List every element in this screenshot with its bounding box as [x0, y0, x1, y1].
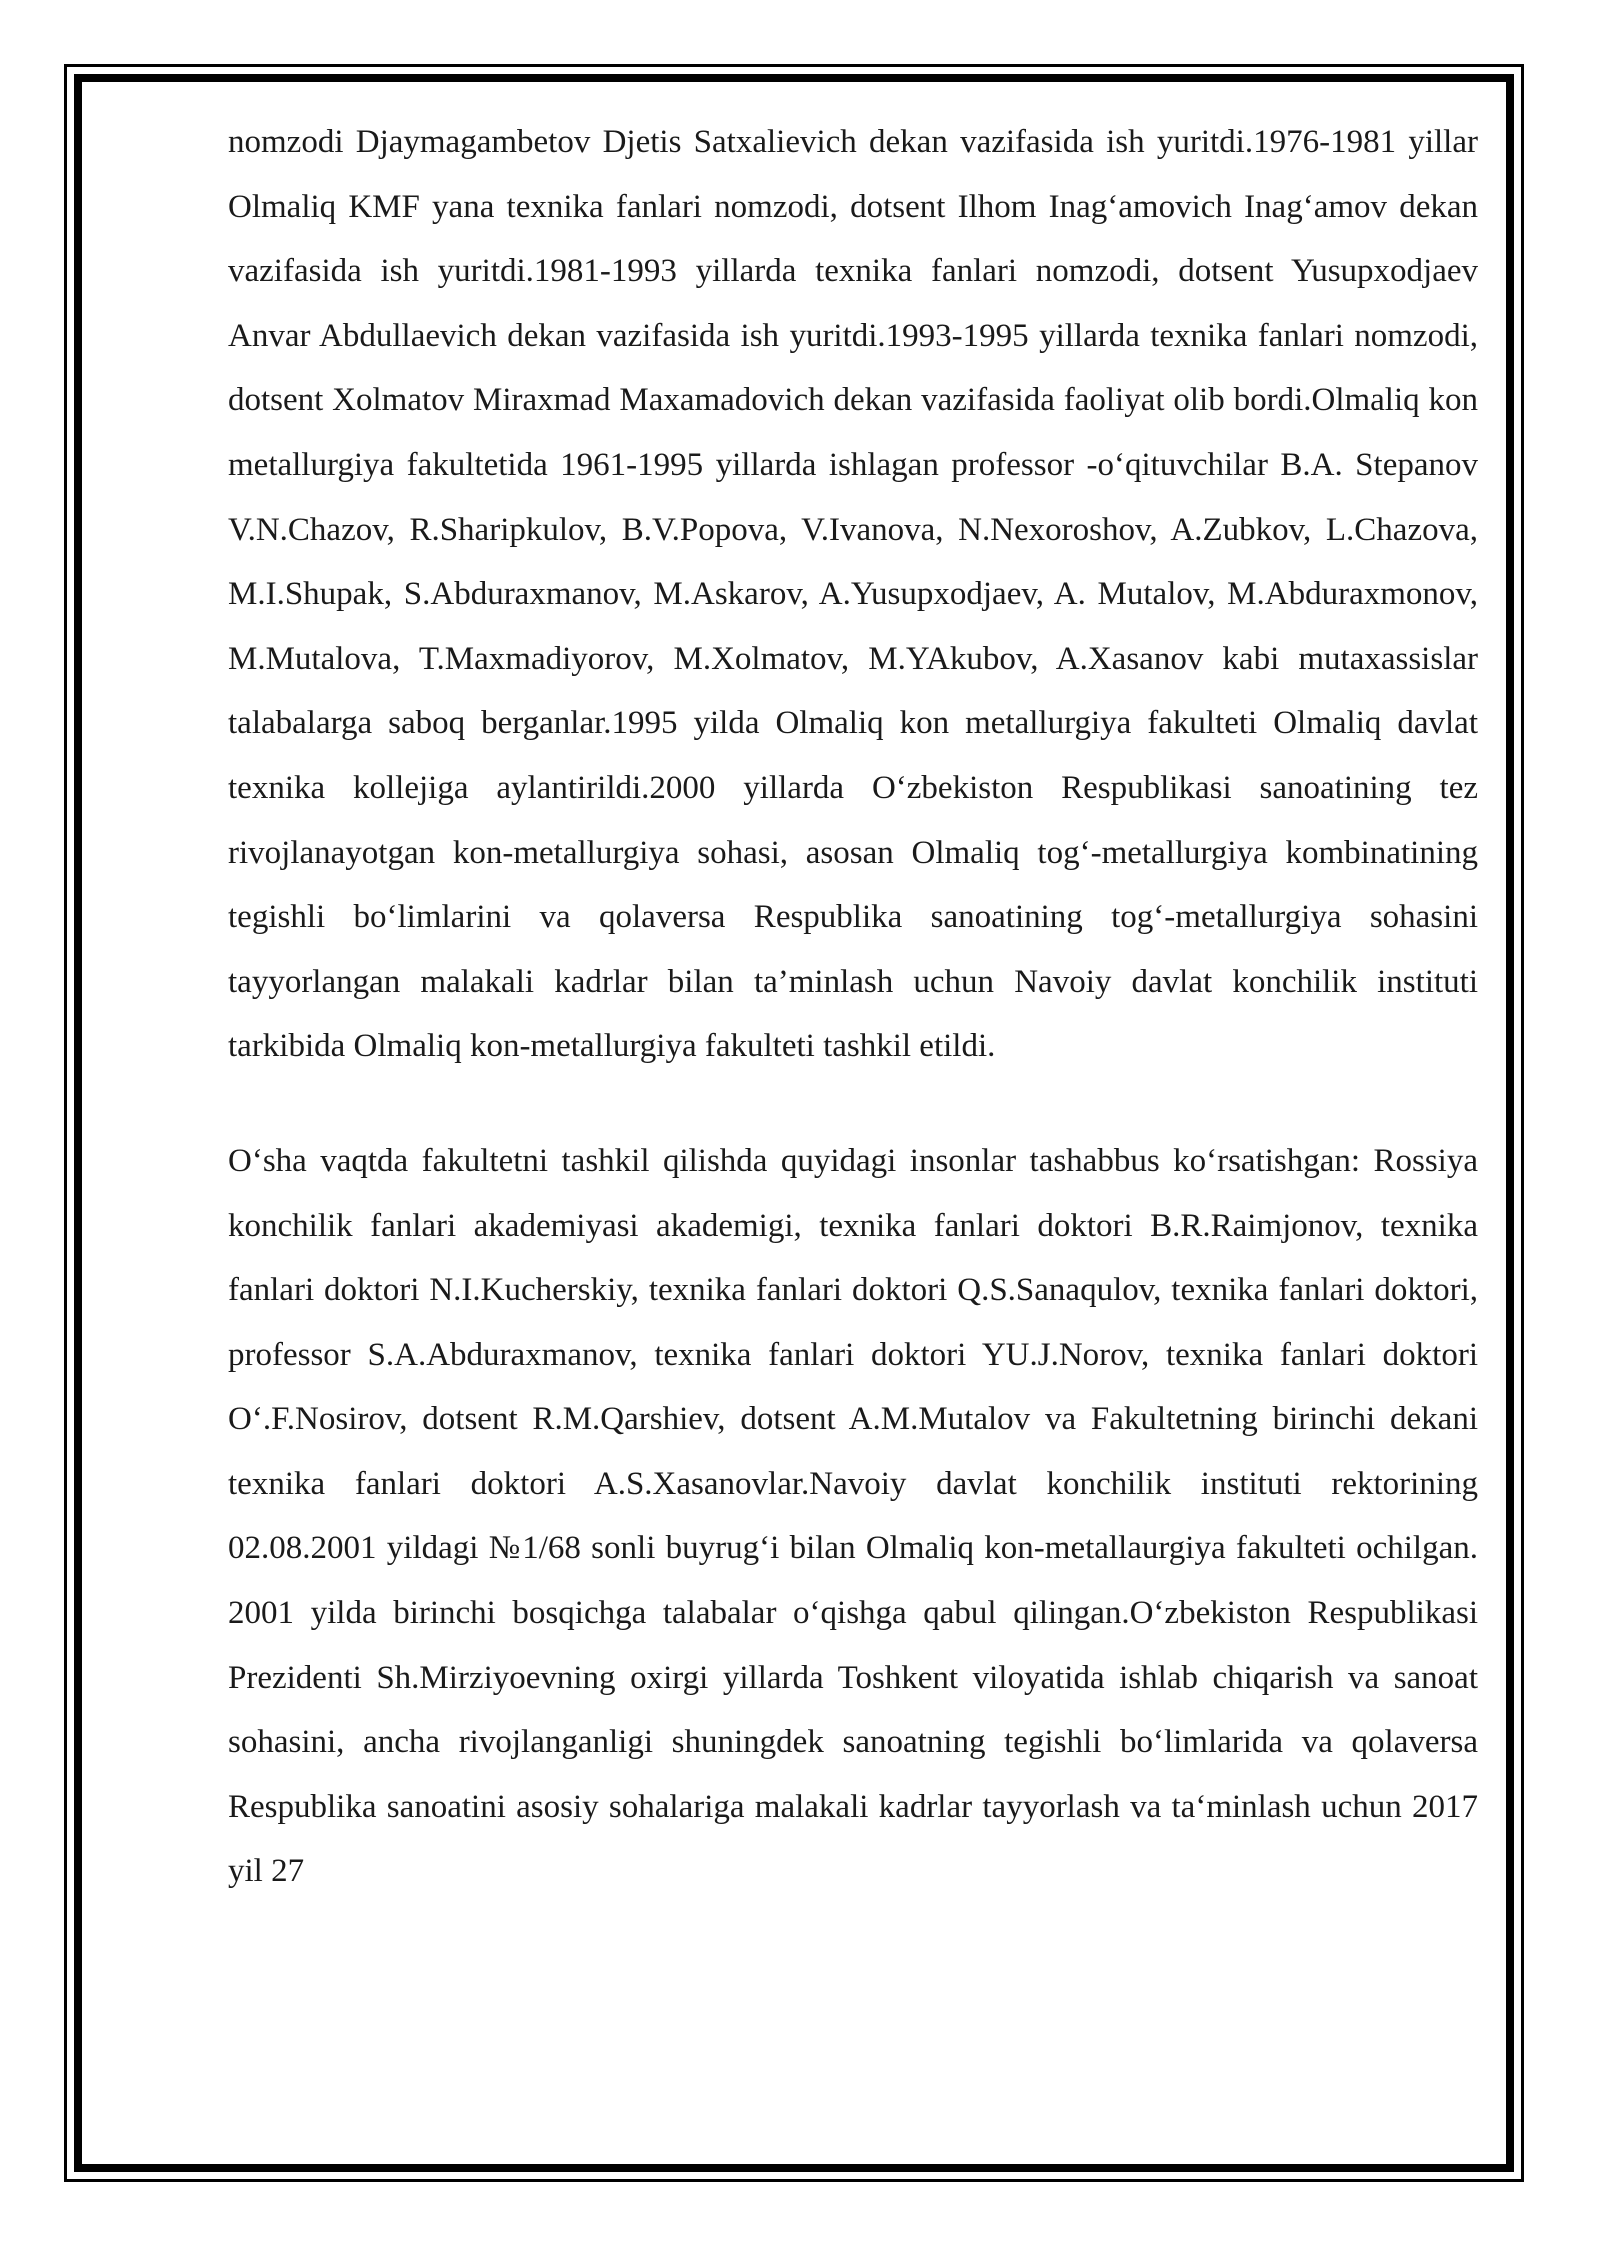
document-body	[228, 110, 1478, 1904]
paragraph-1: nomzodi Djaymagambetov Djetis Satxalievich dekan vazifasida ish yuritdi.1976-1981 yillar Olmaliq KMF yana texnika fanlari nomzodi, dotsent Ilhom Inag‘amovich Inag‘amov dekan vazifasida ish yuritdi.1981-1993 yillarda texnika fanlari nomzodi, dotsent Yusupxodjaev Anvar Abdullaevich dekan vazifasida ish yuritdi.1993-1995 yillarda texnika fanlari nomzodi, dotsent Xolmatov Miraxmad Maxamadovich dekan vazifasida faoliyat olib bordi.Olmaliq kon metallurgiya fakultetida 1961-1995 yillarda ishlagan professor -o‘qituvchilar B.A. Stepanov V.N.Chazov, R.Sharipkulov, B.V.Popova, V.Ivanova, N.Nexoroshov, A.Zubkov, L.Chazova, M.I.Shupak, S.Abduraxmanov, M.Askarov, A.Yusupxodjaev, A. Mutalov, M.Abduraxmonov, M.Mutalova, T.Maxmadiyorov, M.Xolmatov, M.YAkubov, A.Xasanov kabi mutaxassislar talabalarga saboq berganlar.1995 yilda Olmaliq kon metallurgiya fakulteti Olmaliq davlat texnika kollejiga aylantirildi.2000 yillarda O‘zbekiston Respublikasi sanoatining tez rivojlanayotgan kon-metallurgiya sohasi, asosan Olmaliq tog‘-metallurgiya kombinatining tegishli bo‘limlarini va qolaversa Respublika sanoatining tog‘-metallurgiya sohasini tayyorlangan malakali kadrlar bilan ta’minlash uchun Navoiy davlat konchilik instituti tarkibida Olmaliq kon-metallurgiya fakulteti tashkil etildi.	[228, 124, 1478, 1065]
paragraph-2: O‘sha vaqtda fakultetni tashkil qilishda quyidagi insonlar tashabbus ko‘rsatishgan: Rossiya konchilik fanlari akademiyasi akademigi, texnika fanlari doktori B.R.Raimjonov, texnika fanlari doktori N.I.Kucherskiy, texnika fanlari doktori Q.S.Sanaqulov, texnika fanlari doktori, professor S.A.Abduraxmanov, texnika fanlari doktori YU.J.Norov, texnika fanlari doktori O‘.F.Nosirov, dotsent R.M.Qarshiev, dotsent A.M.Mutalov va Fakultetning birinchi dekani texnika fanlari doktori A.S.Xasanovlar.Navoiy davlat konchilik instituti rektorining 02.08.2001 yildagi №1/68 sonli buyrug‘i bilan Olmaliq kon-metallaurgiya fakulteti ochilgan. 2001 yilda birinchi bosqichga talabalar o‘qishga qabul qilingan.O‘zbekiston Respublikasi Prezidenti Sh.Mirziyoevning oxirgi yillarda Toshkent viloyatida ishlab chiqarish va sanoat sohasini, ancha rivojlanganligi shuningdek sanoatning tegishli bo‘limlarida va qolaversa Respublika sanoatini asosiy sohalariga malakali kadrlar tayyorlash va ta‘minlash uchun 2017 yil 27	[228, 1142, 1478, 1890]
